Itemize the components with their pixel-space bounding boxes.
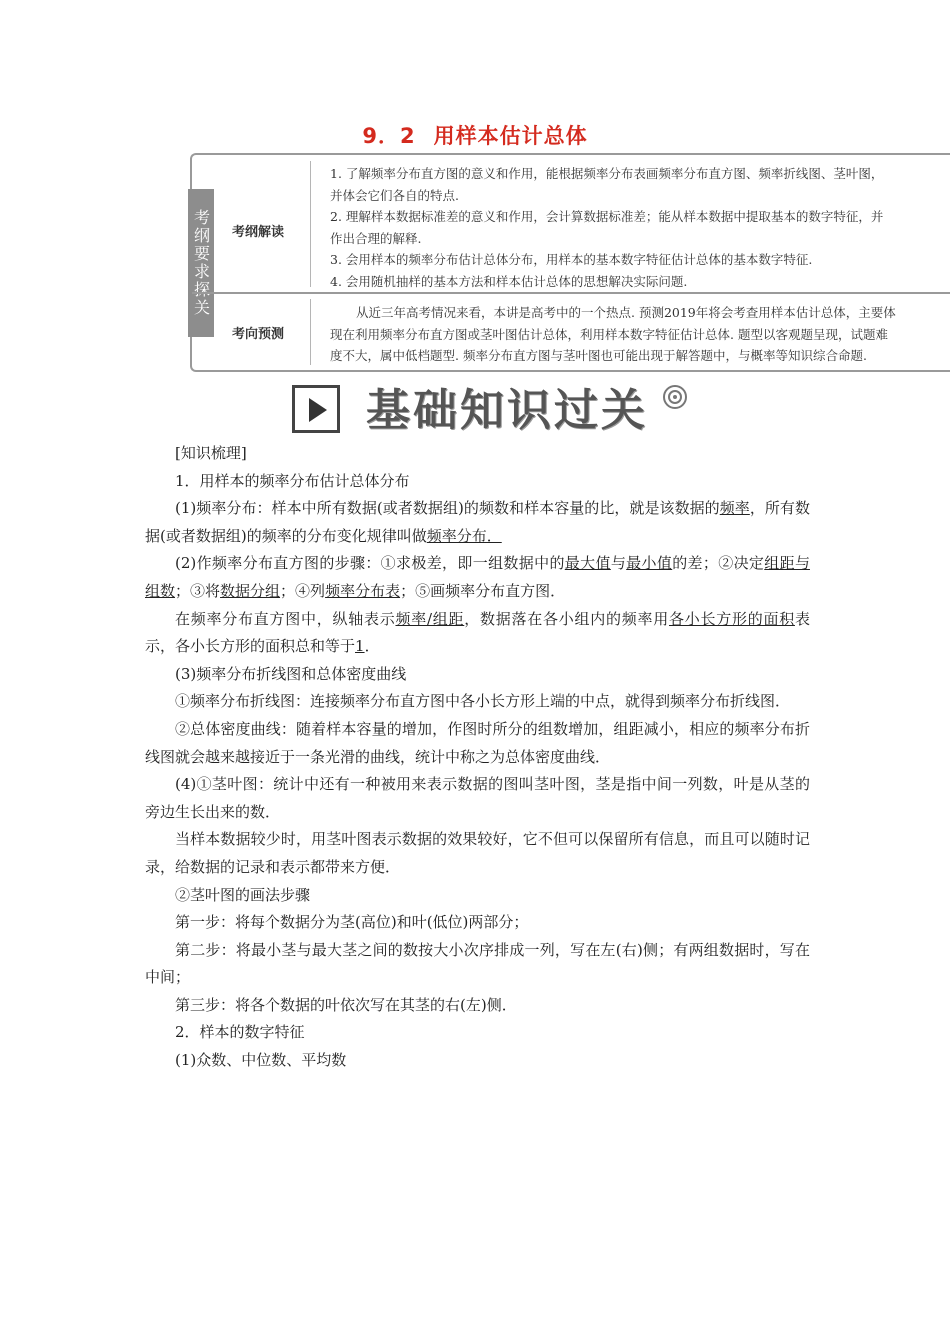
paragraph: (1)众数、中位数、平均数 [175, 1051, 347, 1070]
outline-label: 考纲解读 [232, 225, 285, 240]
outline-list [330, 163, 950, 292]
outline-line: 1. 了解频率分布直方图的意义和作用，能根据频率分布表画频率分布直方图、频率折线图、茎叶图， [330, 166, 884, 181]
predict-line: 度不大，属中低档题型. 频率分布直方图与茎叶图也可能出现于解答题中，与概率等知识综合命题. [330, 348, 867, 363]
heading-1: 1．用样本的频率分布估计总体分布 [175, 471, 410, 490]
predict-label: 考向预测 [232, 327, 285, 342]
exam-requirements-box [190, 153, 950, 372]
paragraph: 当样本数据较少时，用茎叶图表示数据的效果较好，它不但可以保留所有信息，而且可以随时记录，给数据的记录和表示都带来方便． [145, 830, 810, 876]
paragraph: ②茎叶图的画法步骤 [175, 885, 311, 904]
section-banner [292, 383, 692, 441]
target-icon [662, 384, 688, 410]
play-icon [292, 385, 340, 433]
paragraph: 第三步：将各个数据的叶依次写在其茎的右(左)侧． [175, 995, 517, 1014]
outline-line: 3. 会用样本的频率分布估计总体分布，用样本的基本数字特征估计总体的基本数字特征. [330, 252, 813, 267]
paragraph: ①频率分布折线图：连接频率分布直方图中各小长方形上端的中点，就得到频率分布折线图． [175, 692, 791, 711]
predict-line: 现在利用频率分布直方图或茎叶图估计总体，利用样本数字特征估计总体. 题型以客观题呈现，试题难 [330, 326, 888, 342]
predict-text [330, 302, 950, 367]
predict-line: 从近三年高考情况来看，本讲是高考中的一个热点. 预测2019年将会考查用样本估计总体，主要体 [356, 305, 896, 320]
section-title: 用样本估计总体 [433, 124, 588, 148]
paragraph-histogram-steps: (2)作频率分布直方图的步骤：①求极差，即一组数据中的最大值与最小值的差；②决定组距与组数；③将数据分组；④列频率分布表；⑤画频率分布直方图． [145, 554, 810, 600]
knowledge-content [145, 440, 810, 1075]
banner-title: 基础知识过关 [366, 385, 648, 436]
outline-line: 4. 会用随机抽样的基本方法和样本估计总体的思想解决实际问题. [330, 273, 688, 289]
requirements-side-label: 考纲要求探关 [188, 189, 214, 337]
outline-line: 2. 理解样本数据标准差的意义和作用，会计算数据标准差；能从样本数据中提取基本的数字特征，并 [330, 209, 884, 224]
page-title [0, 120, 950, 150]
paragraph: 第二步：将最小茎与最大茎之间的数按大小次序排成一列，写在左(右)侧；有两组数据时，写在中间； [145, 940, 810, 987]
paragraph-frequency-distribution: (1)频率分布：样本中所有数据(或者数据组)的频数和样本容量的比，就是该数据的频率，所有数据(或者数据组)的频率的分布变化规律叫做频率分布． [145, 499, 810, 545]
paragraph: (4)①茎叶图：统计中还有一种被用来表示数据的图叫茎叶图，茎是指中间一列数，叶是从茎的旁边生长出来的数． [145, 775, 810, 821]
heading-2: 2．样本的数字特征 [175, 1023, 305, 1042]
outline-line: 并体会它们各自的特点. [330, 187, 459, 203]
paragraph: (3)频率分布折线图和总体密度曲线 [175, 664, 407, 683]
section-tag: [知识梳理] [175, 444, 247, 462]
requirements-divider [192, 292, 950, 294]
paragraph: ②总体密度曲线：随着样本容量的增加，作图时所分的组数增加，组距减小，相应的频率分布折线图就会越来越接近于一条光滑的曲线，统计中称之为总体密度曲线． [145, 719, 810, 766]
paragraph: 第一步：将每个数据分为茎(高位)和叶(低位)两部分； [175, 913, 529, 932]
outline-line: 作出合理的解释. [330, 230, 422, 246]
section-number: 9．2 [362, 124, 416, 148]
paragraph-histogram-axis: 在频率分布直方图中，纵轴表示频率/组距，数据落在各小组内的频率用各小长方形的面积表示，各小长方形的面积总和等于1． [145, 609, 810, 656]
